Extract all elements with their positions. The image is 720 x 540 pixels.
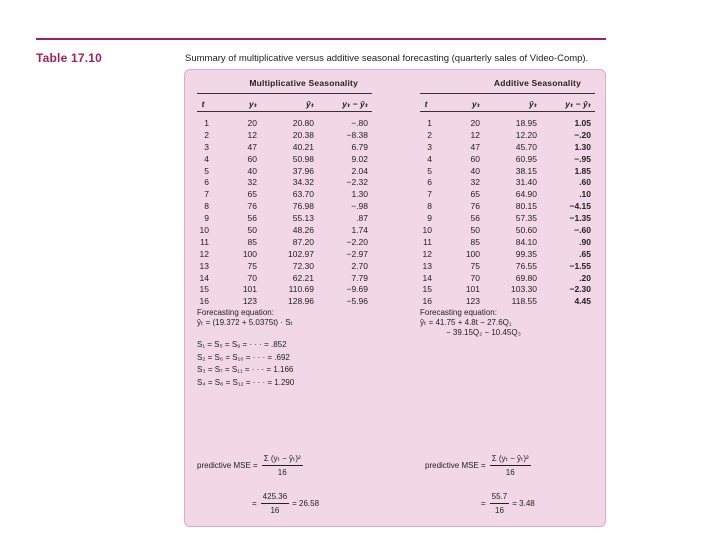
cell-t: 10 — [422, 224, 432, 235]
header-t: t — [424, 99, 428, 109]
header-error: yₜ − ŷₜ — [565, 98, 591, 109]
cell-t: 3 — [204, 141, 209, 152]
seasonal-factor-line: S₁ = S₅ = S₉ = · · · = .852 — [197, 340, 287, 350]
mse-value-denominator: 16 — [495, 506, 504, 515]
multiplicative-mse-value — [252, 492, 319, 515]
cell-y: 50 — [247, 224, 257, 235]
multiplicative-equation-label: Forecasting equation: — [197, 308, 274, 318]
cell-error: .87 — [356, 213, 368, 224]
additive-section — [420, 78, 595, 337]
cell-y: 75 — [247, 260, 257, 271]
cell-yhat: 64.90 — [515, 189, 537, 200]
cell-error: −2.32 — [346, 177, 368, 188]
cell-t: 7 — [427, 189, 432, 200]
cell-yhat: 80.15 — [515, 201, 537, 212]
cell-error: .10 — [579, 189, 591, 200]
cell-error: 9.02 — [351, 153, 368, 164]
multiplicative-mse-formula — [197, 454, 303, 477]
cell-yhat: 110.69 — [288, 284, 314, 295]
cell-t: 1 — [427, 117, 432, 128]
cell-error: −4.15 — [569, 201, 591, 212]
mse-value-fraction — [261, 492, 289, 515]
table-row — [420, 165, 595, 177]
cell-y: 60 — [470, 153, 480, 164]
cell-error: −2.20 — [346, 236, 368, 247]
cell-yhat: 76.55 — [515, 260, 537, 271]
cell-y: 65 — [470, 189, 480, 200]
table-row — [420, 200, 595, 212]
cell-y: 70 — [470, 272, 480, 283]
cell-t: 2 — [427, 129, 432, 140]
cell-y: 20 — [247, 117, 257, 128]
cell-error: 1.85 — [574, 165, 591, 176]
table-row — [197, 212, 372, 224]
table-row — [197, 283, 372, 295]
table-row — [197, 200, 372, 212]
table-row — [197, 153, 372, 165]
table-row — [420, 260, 595, 272]
cell-t: 16 — [199, 296, 209, 307]
header-rule — [197, 111, 372, 112]
seasonal-factor-line: S₄ = S₈ = S₁₂ = · · · = 1.290 — [197, 377, 295, 387]
cell-yhat: 60.95 — [515, 153, 537, 164]
cell-y: 60 — [247, 153, 257, 164]
cell-t: 4 — [204, 153, 209, 164]
cell-error: 4.45 — [574, 296, 591, 307]
cell-t: 12 — [422, 248, 432, 259]
additive-equation: ŷₜ = 41.75 + 4.8t − 27.6Q₁ — [420, 318, 512, 328]
cell-yhat: 57.35 — [515, 213, 537, 224]
mse-value-numerator: 55.7 — [490, 492, 510, 504]
top-rule — [36, 38, 606, 40]
table-row — [197, 224, 372, 236]
mse-value-fraction — [490, 492, 510, 515]
cell-y: 123 — [242, 296, 257, 307]
table-row — [420, 236, 595, 248]
cell-yhat: 20.38 — [292, 129, 314, 140]
table-row — [197, 236, 372, 248]
cell-t: 9 — [427, 213, 432, 224]
cell-y: 76 — [247, 201, 257, 212]
table-row — [420, 141, 595, 153]
mse-fraction — [490, 454, 531, 477]
cell-y: 47 — [247, 141, 257, 152]
cell-error: −.80 — [351, 117, 368, 128]
mse-denominator: 16 — [277, 468, 287, 477]
cell-t: 11 — [200, 236, 209, 247]
table-row — [420, 153, 595, 165]
mse-denominator: 16 — [505, 468, 515, 477]
cell-yhat: 40.21 — [292, 141, 314, 152]
cell-y: 32 — [470, 177, 480, 188]
cell-t: 9 — [204, 213, 209, 224]
table-row — [420, 176, 595, 188]
cell-yhat: 69.80 — [515, 272, 537, 283]
additive-equation-label: Forecasting equation: — [420, 308, 497, 318]
cell-yhat: 99.35 — [515, 248, 537, 259]
cell-yhat: 34.32 — [292, 177, 314, 188]
cell-t: 10 — [199, 224, 209, 235]
cell-y: 70 — [247, 272, 257, 283]
additive-mse-formula — [425, 454, 531, 477]
cell-t: 15 — [199, 284, 209, 295]
table-row — [420, 283, 595, 295]
cell-y: 85 — [247, 236, 257, 247]
cell-y: 12 — [247, 129, 257, 140]
header-y: yₜ — [471, 98, 480, 109]
header-t: t — [201, 99, 205, 109]
cell-y: 85 — [470, 236, 480, 247]
cell-error: .65 — [579, 248, 591, 259]
cell-error: −2.30 — [569, 284, 591, 295]
table-row — [197, 188, 372, 200]
table-row — [197, 272, 372, 284]
cell-y: 40 — [470, 165, 480, 176]
cell-t: 3 — [427, 141, 432, 152]
cell-yhat: 20.80 — [292, 117, 314, 128]
cell-yhat: 50.98 — [292, 153, 314, 164]
cell-t: 5 — [204, 165, 209, 176]
equals-sign: = — [252, 499, 257, 508]
equals-sign: = — [481, 499, 486, 508]
cell-error: 1.05 — [574, 117, 591, 128]
cell-yhat: 84.10 — [515, 236, 537, 247]
mse-numerator: Σ (yₜ − ŷₜ)² — [262, 454, 303, 466]
cell-error: .90 — [579, 236, 591, 247]
cell-yhat: 48.26 — [292, 224, 314, 235]
cell-y: 32 — [247, 177, 257, 188]
table-row — [197, 129, 372, 141]
multiplicative-column-headers — [197, 97, 372, 111]
table-row — [420, 224, 595, 236]
cell-yhat: 103.30 — [511, 284, 537, 295]
cell-t: 13 — [422, 260, 432, 271]
cell-error: 1.74 — [351, 224, 368, 235]
cell-yhat: 62.21 — [292, 272, 314, 283]
table-row — [197, 295, 372, 307]
cell-y: 101 — [465, 284, 480, 295]
mse-value-numerator: 425.36 — [261, 492, 289, 504]
cell-t: 1 — [204, 117, 209, 128]
mse-fraction — [262, 454, 303, 477]
table-row — [420, 117, 595, 129]
cell-y: 123 — [465, 296, 480, 307]
additive-title: Additive Seasonality — [493, 78, 581, 88]
multiplicative-equation: ŷₜ = (19.372 + 5.0375t) · Sₜ — [197, 318, 293, 328]
cell-y: 20 — [470, 117, 480, 128]
table-row — [197, 260, 372, 272]
additive-equation-continued: − 39.15Q₂ − 10.45Q₃ — [446, 328, 521, 338]
header-error: yₜ − ŷₜ — [342, 98, 368, 109]
table-row — [197, 117, 372, 129]
cell-error: −.20 — [574, 129, 591, 140]
cell-error: −1.35 — [569, 213, 591, 224]
header-yhat: ŷₜ — [305, 98, 314, 109]
cell-error: 2.04 — [351, 165, 368, 176]
cell-yhat: 31.40 — [515, 177, 537, 188]
table-label: Table 17.10 — [36, 51, 103, 65]
table-row — [420, 248, 595, 260]
mse-numerator: Σ (yₜ − ŷₜ)² — [490, 454, 531, 466]
cell-error: −.60 — [574, 224, 591, 235]
cell-t: 12 — [199, 248, 209, 259]
table-row — [197, 176, 372, 188]
mse-value-denominator: 16 — [270, 506, 280, 515]
cell-y: 12 — [470, 129, 480, 140]
mse-result: = 26.58 — [292, 499, 320, 508]
cell-error: −8.38 — [346, 129, 368, 140]
cell-yhat: 12.20 — [515, 129, 537, 140]
cell-t: 7 — [204, 189, 209, 200]
multiplicative-section — [197, 78, 372, 389]
cell-y: 100 — [465, 248, 480, 259]
cell-yhat: 38.15 — [515, 165, 537, 176]
cell-t: 14 — [422, 272, 432, 283]
cell-yhat: 55.13 — [292, 213, 314, 224]
cell-t: 4 — [427, 153, 432, 164]
cell-y: 56 — [470, 213, 480, 224]
cell-error: −2.97 — [346, 248, 368, 259]
cell-t: 15 — [422, 284, 432, 295]
header-yhat: ŷₜ — [528, 98, 537, 109]
cell-error: .60 — [579, 177, 591, 188]
header-y: yₜ — [248, 98, 257, 109]
table-row — [420, 188, 595, 200]
table-caption: Summary of multiplicative versus additive seasonal forecasting (quarterly sales of Video-Comp). — [185, 53, 589, 64]
section-rule — [197, 93, 372, 94]
cell-y: 100 — [242, 248, 257, 259]
cell-t: 6 — [427, 177, 432, 188]
table-row — [197, 141, 372, 153]
additive-column-headers — [420, 97, 595, 111]
cell-y: 40 — [247, 165, 257, 176]
table-row — [197, 165, 372, 177]
cell-t: 8 — [204, 201, 209, 212]
cell-yhat: 50.60 — [515, 224, 537, 235]
cell-error: −1.55 — [569, 260, 591, 271]
additive-mse-value — [481, 492, 535, 515]
cell-error: 6.79 — [351, 141, 368, 152]
cell-y: 56 — [247, 213, 257, 224]
table-row — [420, 129, 595, 141]
cell-t: 11 — [423, 236, 432, 247]
multiplicative-table-body — [197, 117, 372, 307]
seasonal-factor-line: S₂ = S₆ = S₁₀ = · · · = .692 — [197, 352, 290, 362]
table-row — [420, 295, 595, 307]
header-rule — [420, 111, 595, 112]
cell-yhat: 72.30 — [292, 260, 314, 271]
cell-yhat: 76.98 — [292, 201, 314, 212]
cell-t: 5 — [427, 165, 432, 176]
cell-t: 16 — [422, 296, 432, 307]
cell-yhat: 63.70 — [292, 189, 314, 200]
cell-y: 65 — [247, 189, 257, 200]
seasonal-factors — [197, 339, 372, 389]
cell-t: 13 — [199, 260, 209, 271]
cell-yhat: 128.96 — [288, 296, 314, 307]
cell-error: 1.30 — [574, 141, 591, 152]
seasonal-factor-line: S₃ = S₇ = S₁₁ = · · · = 1.166 — [197, 365, 294, 375]
cell-error: −.98 — [351, 201, 368, 212]
cell-error: −5.96 — [346, 296, 368, 307]
cell-error: −9.69 — [346, 284, 368, 295]
cell-error: 7.79 — [351, 272, 368, 283]
cell-error: 2.70 — [351, 260, 368, 271]
multiplicative-title: Multiplicative Seasonality — [249, 78, 358, 88]
cell-t: 8 — [427, 201, 432, 212]
mse-result: = 3.48 — [512, 499, 535, 508]
table-row — [197, 248, 372, 260]
cell-yhat: 118.55 — [511, 296, 537, 307]
cell-t: 2 — [204, 129, 209, 140]
additive-table-body — [420, 117, 595, 307]
table-row — [420, 272, 595, 284]
cell-y: 50 — [470, 224, 480, 235]
cell-yhat: 18.95 — [515, 117, 537, 128]
cell-error: −.95 — [574, 153, 591, 164]
cell-yhat: 37.96 — [292, 165, 314, 176]
section-rule — [420, 93, 595, 94]
cell-y: 76 — [470, 201, 480, 212]
cell-y: 101 — [242, 284, 257, 295]
cell-error: 1.30 — [351, 189, 368, 200]
cell-error: .20 — [579, 272, 591, 283]
cell-yhat: 45.70 — [515, 141, 537, 152]
table-row — [420, 212, 595, 224]
cell-y: 47 — [470, 141, 480, 152]
cell-y: 75 — [470, 260, 480, 271]
cell-yhat: 87.20 — [292, 236, 314, 247]
cell-yhat: 102.97 — [288, 248, 314, 259]
cell-t: 14 — [199, 272, 209, 283]
mse-label: predictive MSE = — [425, 461, 486, 470]
mse-label: predictive MSE = — [197, 461, 258, 470]
cell-t: 6 — [204, 177, 209, 188]
